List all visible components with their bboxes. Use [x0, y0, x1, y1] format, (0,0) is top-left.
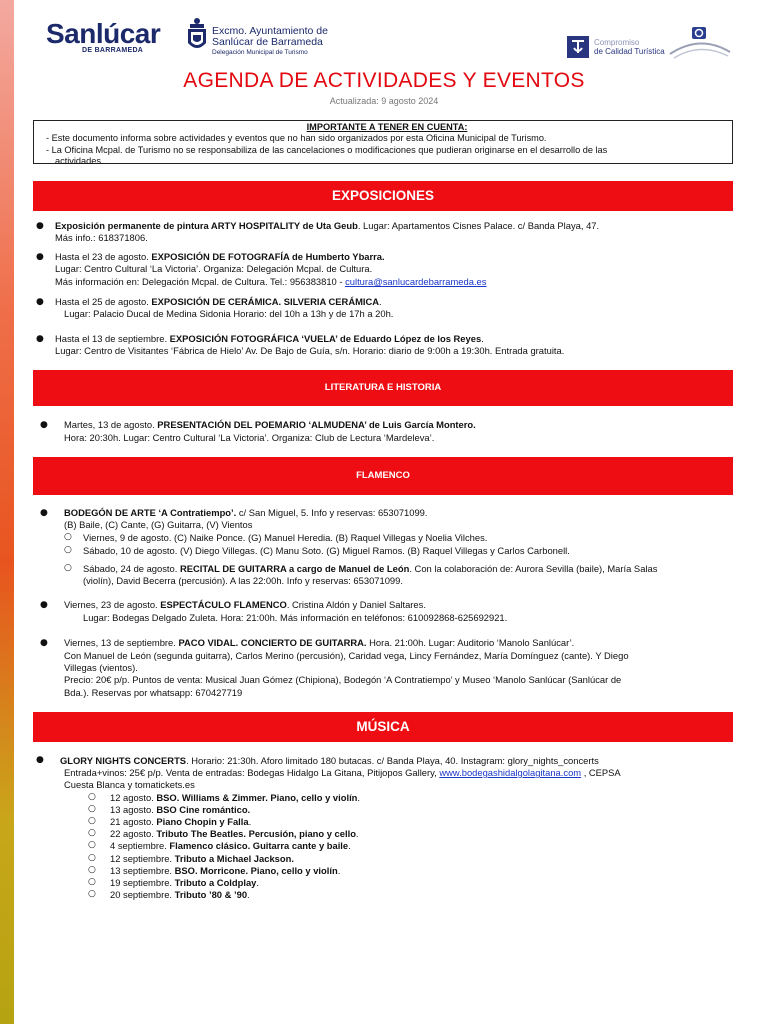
- list-item: Viernes, 13 de septiembre. PACO VIDAL. CONCIERTO DE GUITARRA. Hora. 21:00h. Lugar: Auditorio ‘Manolo Sanlúcar’.: [64, 637, 575, 648]
- notice-line: actividades.: [55, 155, 104, 166]
- circle-bullet-icon: ○: [88, 853, 96, 863]
- list-item-detail: Entrada+vinos: 25€ p/p. Venta de entradas: Bodegas Hidalgo La Gitana, Pitijopos Gallery, www.bodegashidalgolagitana.com , CEPSA: [64, 767, 621, 778]
- circle-bullet-icon: ○: [64, 563, 72, 573]
- concert-title: Tributo a Coldplay: [174, 877, 257, 888]
- event-title: PRESENTACIÓN DEL POEMARIO ‘ALMUDENA’ de Luis García Montero.: [157, 419, 476, 430]
- concert-item: [110, 865, 340, 877]
- sub-item: Viernes, 9 de agosto. (C) Naike Ponce. (G) Manuel Heredia. (B) Raquel Villegas y Noelia Vilches.: [83, 532, 488, 543]
- list-item-detail: Lugar: Bodegas Delgado Zuleta. Hora: 21:00h. Más información en teléfonos: 610092868-625692921.: [83, 612, 508, 623]
- concert-date: 20 septiembre.: [110, 889, 175, 900]
- concert-title-end: .: [247, 889, 250, 900]
- list-item: Hasta el 25 de agosto. EXPOSICIÓN DE CERÁMICA. SILVERIA CERÁMICA.: [55, 296, 382, 307]
- list-item-detail: Lugar: Centro Cultural ‘La Victoria’. Organiza: Delegación Mcpal. de Cultura.: [55, 263, 373, 274]
- concert-title: BSO. Morricone. Piano, cello y violín: [174, 865, 338, 876]
- sanlucar-logo-sub: DE BARRAMEDA: [82, 47, 144, 54]
- list-item-detail: Con Manuel de León (segunda guitarra), Carlos Merino (percusión), Caridad vega, Lincy Fernández, María Domínguez (cante). Y Diego: [64, 650, 629, 661]
- ayto-line3: Delegación Municipal de Turismo: [212, 49, 308, 56]
- concert-item: [110, 840, 351, 852]
- list-item-detail: Bda.). Reservas por whatsapp: 670427719: [64, 687, 243, 698]
- list-item: GLORY NIGHTS CONCERTS. Horario: 21:30h. Aforo limitado 180 butacas. c/ Banda Playa, 40. Instagram: glory_nights_concerts: [60, 755, 599, 766]
- ayto-line2: Sanlúcar de Barrameda: [212, 36, 323, 48]
- list-item-detail: Más información en: Delegación Mcpal. de Cultura. Tel.: 956383810 - cultura@sanlucardebarrameda.es: [55, 276, 487, 287]
- calidad-turistica-icon: [668, 26, 732, 62]
- section-banner-musica: MÚSICA: [33, 712, 733, 742]
- notice-heading: IMPORTANTE A TENER EN CUENTA:: [306, 122, 468, 132]
- compromiso-icon: [567, 36, 589, 58]
- concert-title: Piano Chopin y Falla: [156, 816, 249, 827]
- section-banner-flamenco: FLAMENCO: [33, 457, 733, 495]
- concert-title: Flamenco clásico. Guitarra cante y baile: [169, 840, 349, 851]
- crest-icon: [186, 17, 208, 55]
- event-title: BODEGÓN DE ARTE ‘A Contratiempo’.: [64, 507, 237, 518]
- concert-item: [110, 853, 294, 865]
- concert-title: Tributo a Michael Jackson.: [174, 853, 294, 864]
- ayuntamiento-logo-text: [212, 26, 328, 57]
- website-link[interactable]: www.bodegashidalgolagitana.com: [439, 767, 582, 778]
- compromiso-line2: de Calidad Turística: [594, 47, 665, 56]
- circle-bullet-icon: ○: [88, 865, 96, 875]
- concert-title: BSO Cine romántico.: [156, 804, 251, 815]
- concert-item: [110, 828, 359, 840]
- list-item: Hasta el 23 de agosto. EXPOSICIÓN DE FOTOGRAFÍA de Humberto Ybarra.: [55, 251, 385, 262]
- notice-box: [33, 120, 733, 164]
- list-item-detail: Villegas (vientos).: [64, 662, 138, 673]
- list-item-detail: Hora: 20:30h. Lugar: Centro Cultural ‘La Victoria’. Organiza: Club de Lectura ‘Mardeleva’.: [64, 432, 435, 443]
- list-item: Viernes, 23 de agosto. ESPECTÁCULO FLAMENCO. Cristina Aldón y Daniel Saltares.: [64, 599, 426, 610]
- page-title: AGENDA DE ACTIVIDADES Y EVENTOS: [183, 69, 585, 92]
- concert-date: 21 agosto.: [110, 816, 157, 827]
- concert-title-end: .: [337, 865, 341, 876]
- concert-date: 13 agosto.: [110, 804, 157, 815]
- concert-date: 22 agosto.: [110, 828, 157, 839]
- page-edge-decoration: [0, 0, 14, 1024]
- circle-bullet-icon: ○: [64, 545, 72, 555]
- compromiso-line1: Compromiso: [594, 38, 640, 47]
- concert-title-end: .: [248, 816, 252, 827]
- bullet-icon: ●: [40, 420, 48, 430]
- notice-line: - La Oficina Mcpal. de Turismo no se responsabiliza de las cancelaciones o modificaciones que pudieran originarse en el desarrollo de las: [46, 144, 608, 155]
- header: [0, 0, 768, 70]
- event-title: GLORY NIGHTS CONCERTS: [60, 755, 187, 766]
- concert-title: Tributo ’80 & ’90: [174, 889, 248, 900]
- concert-date: 13 septiembre.: [110, 865, 175, 876]
- list-item: BODEGÓN DE ARTE ‘A Contratiempo’. c/ San Miguel, 5. Info y reservas: 653071099.: [64, 507, 428, 518]
- sub-item: Sábado, 10 de agosto. (V) Diego Villegas. (C) Manu Soto. (G) Miguel Ramos. (B) Raquel Villegas y Carlos Carbonell.: [83, 545, 570, 556]
- concert-title-end: .: [355, 828, 359, 839]
- circle-bullet-icon: ○: [64, 532, 72, 542]
- section-banner-literatura: LITERATURA E HISTORIA: [33, 370, 733, 406]
- list-item-detail: Precio: 20€ p/p. Puntos de venta: Musical Juan Gómez (Chipiona), Bodegón ‘A Contratiempo’ y Museo ‘Manolo Sanlúcar (Sanlúcar de: [64, 674, 622, 685]
- circle-bullet-icon: ○: [88, 816, 96, 826]
- circle-bullet-icon: ○: [88, 792, 96, 802]
- bullet-icon: ●: [36, 297, 44, 307]
- concert-item: [110, 792, 360, 804]
- bullet-icon: ●: [36, 221, 44, 231]
- concert-item: [110, 889, 250, 901]
- list-item-detail: (B) Baile, (C) Cante, (G) Guitarra, (V) Vientos: [64, 519, 253, 530]
- event-title: Exposición permanente de pintura ARTY HOSPITALITY de Uta Geub: [55, 220, 358, 231]
- circle-bullet-icon: ○: [88, 804, 96, 814]
- sub-item: Sábado, 24 de agosto. RECITAL DE GUITARRA a cargo de Manuel de León. Con la colaboración de: Aurora Sevilla (baile), María Salas: [83, 563, 658, 574]
- notice-line: - Este documento informa sobre actividades y eventos que no han sido organizados por esta Oficina Municipal de Turismo.: [46, 133, 547, 144]
- event-title: ESPECTÁCULO FLAMENCO: [160, 599, 287, 610]
- bullet-icon: ●: [36, 755, 44, 765]
- concert-title-end: .: [348, 840, 351, 851]
- concert-title: BSO. Williams & Zimmer. Piano, cello y violín: [156, 792, 358, 803]
- concert-title-end: .: [357, 792, 361, 803]
- ayto-line1: Excmo. Ayuntamiento de: [212, 25, 328, 37]
- list-item-detail: Lugar: Centro de Visitantes ‘Fábrica de Hielo’ Av. De Bajo de Guía, s/n. Horario: diario de 9:00h a 19:30h. Entrada gratuita.: [55, 345, 565, 356]
- list-item-detail: Más info.: 618371806.: [55, 232, 148, 243]
- circle-bullet-icon: ○: [88, 877, 96, 887]
- concert-title: Tributo The Beatles. Percusión, piano y cello: [156, 828, 356, 839]
- event-title: EXPOSICIÓN FOTOGRÁFICA ‘VUELA’ de Eduardo López de los Reyes: [169, 333, 482, 344]
- list-item: Hasta el 13 de septiembre. EXPOSICIÓN FOTOGRÁFICA ‘VUELA’ de Eduardo López de los Reyes.: [55, 333, 484, 344]
- list-item-detail: Lugar: Palacio Ducal de Medina Sidonia Horario: del 10h a 13h y de 17h a 20h.: [64, 308, 394, 319]
- circle-bullet-icon: ○: [88, 889, 96, 899]
- event-title: RECITAL DE GUITARRA a cargo de Manuel de León: [179, 563, 410, 574]
- bullet-icon: ●: [36, 334, 44, 344]
- sanlucar-logo: Sanlúcar: [46, 18, 161, 49]
- list-item-detail: Cuesta Blanca y tomatickets.es: [64, 779, 195, 790]
- bullet-icon: ●: [40, 508, 48, 518]
- concert-date: 12 septiembre.: [110, 853, 175, 864]
- concert-date: 19 septiembre.: [110, 877, 175, 888]
- list-item: Martes, 13 de agosto. PRESENTACIÓN DEL POEMARIO ‘ALMUDENA’ de Luis García Montero.: [64, 419, 476, 430]
- concert-date: 4 septiembre.: [110, 840, 170, 851]
- concert-date: 12 agosto.: [110, 792, 157, 803]
- concert-item: [110, 877, 259, 889]
- list-item: Exposición permanente de pintura ARTY HOSPITALITY de Uta Geub. Lugar: Apartamentos Cisnes Palace. c/ Banda Playa, 47.: [55, 220, 600, 231]
- bullet-icon: ●: [40, 638, 48, 648]
- section-banner-exposiciones: EXPOSICIONES: [33, 181, 733, 211]
- email-link[interactable]: cultura@sanlucardebarrameda.es: [345, 276, 487, 287]
- concert-item: [110, 816, 251, 828]
- concert-title-end: .: [256, 877, 260, 888]
- circle-bullet-icon: ○: [88, 828, 96, 838]
- event-title: PACO VIDAL. CONCIERTO DE GUITARRA.: [178, 637, 367, 648]
- event-title: EXPOSICIÓN DE CERÁMICA. SILVERIA CERÁMICA: [151, 296, 380, 307]
- event-title: EXPOSICIÓN DE FOTOGRAFÍA de Humberto Ybarra.: [151, 251, 385, 262]
- bullet-icon: ●: [36, 252, 44, 262]
- bullet-icon: ●: [40, 600, 48, 610]
- updated-date: Actualizada: 9 agosto 2024: [329, 96, 439, 106]
- circle-bullet-icon: ○: [88, 840, 96, 850]
- sub-item-detail: (violín), David Becerra (percusión). A las 22:00h. Info y reservas: 653071099.: [83, 575, 403, 586]
- concert-item: [110, 804, 250, 816]
